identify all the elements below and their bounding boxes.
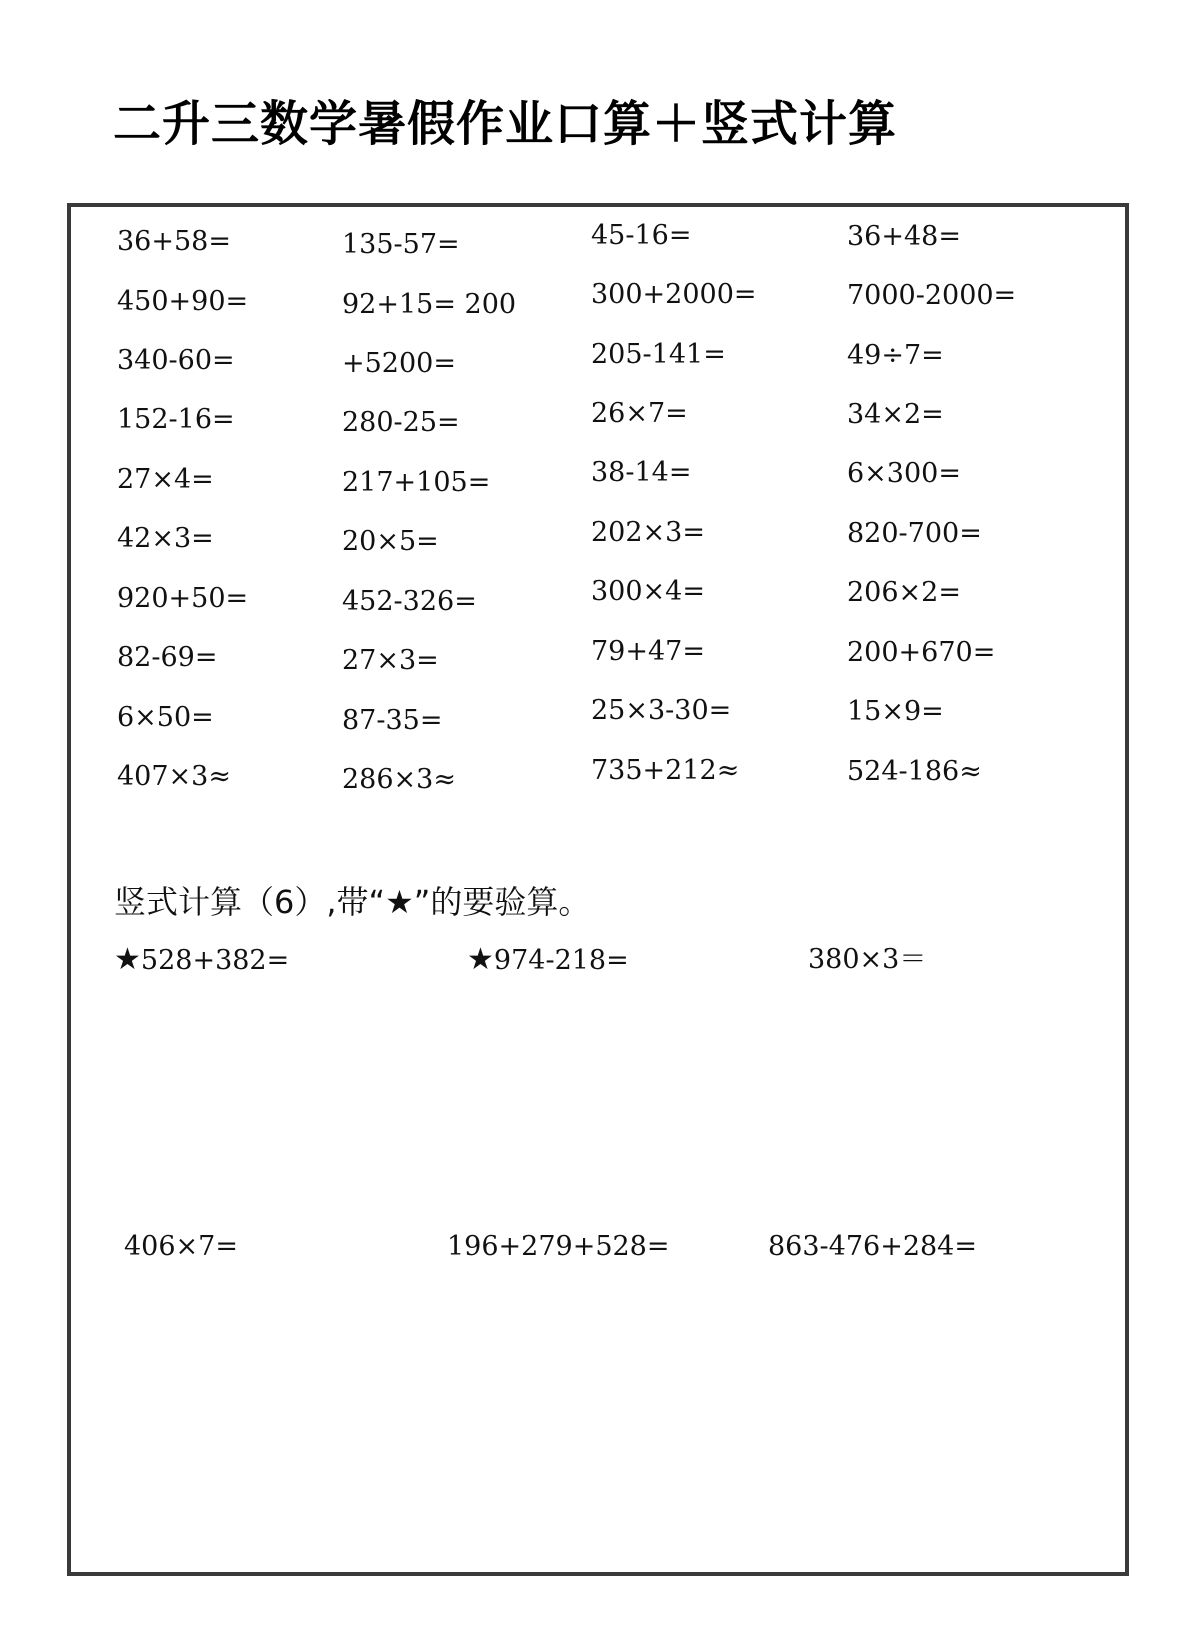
oral-problem: 340-60= (117, 345, 235, 376)
oral-problem: 79+47= (591, 636, 705, 667)
vertical-problem-2 (467, 942, 629, 979)
page-title: 二升三数学暑假作业口算＋竖式计算 (113, 96, 898, 152)
oral-problem: 27×4= (117, 464, 214, 495)
oral-problem: 82-69= (117, 642, 218, 673)
oral-problem: 36+48= (847, 221, 961, 252)
oral-problem: +5200= (342, 348, 456, 379)
oral-problem: 286×3≈ (342, 764, 456, 795)
oral-problem: 407×3≈ (117, 761, 231, 792)
oral-problem: 135-57= (342, 229, 460, 260)
oral-problem: 200+670= (847, 637, 996, 668)
oral-problem: 300+2000= (591, 279, 757, 310)
vertical-expression: 974-218= (493, 945, 629, 976)
oral-problem: 450+90= (117, 286, 249, 317)
oral-problem: 6×50= (117, 702, 214, 733)
oral-problem: 25×3-30= (591, 695, 732, 726)
oral-problem: 26×7= (591, 398, 688, 429)
oral-problem: 280-25= (342, 407, 460, 438)
oral-problem: 34×2= (847, 399, 944, 430)
oral-problem: 38-14= (591, 457, 692, 488)
oral-problem: 152-16= (117, 404, 235, 435)
vertical-expression: 863-476+284= (768, 1231, 977, 1262)
vertical-problem-1 (114, 942, 289, 979)
oral-problem: 42×3= (117, 523, 214, 554)
oral-problem: 20×5= (342, 526, 439, 557)
oral-problem: 49÷7= (847, 340, 944, 371)
oral-problem: 27×3= (342, 645, 439, 676)
oral-problem: 300×4= (591, 576, 705, 607)
vertical-problem-4 (124, 1229, 238, 1265)
oral-problem: 45-16= (591, 220, 692, 251)
vertical-calc-heading: 竖式计算（6）,带“★”的要验算。 (114, 883, 591, 921)
oral-problem: 452-326= (342, 586, 477, 617)
oral-problem: 206×2= (847, 577, 961, 608)
vertical-expression: 528+382= (140, 945, 290, 976)
oral-problem: 205-141= (591, 339, 726, 370)
oral-problem: 820-700= (847, 518, 982, 549)
vertical-problem-6 (768, 1229, 977, 1265)
star-icon: ★ (114, 942, 141, 977)
worksheet-frame (67, 203, 1129, 1576)
oral-problem: 15×9= (847, 696, 944, 727)
vertical-expression: 196+279+528= (447, 1231, 670, 1262)
oral-problem: 202×3= (591, 517, 705, 548)
oral-problem: 524-186≈ (847, 756, 982, 787)
oral-problem: 7000-2000= (847, 280, 1017, 311)
vertical-expression: 380×3＝ (808, 944, 927, 975)
oral-problem: 6×300= (847, 458, 961, 489)
vertical-problem-5 (447, 1229, 669, 1265)
oral-problem: 217+105= (342, 467, 491, 498)
oral-problem: 735+212≈ (591, 755, 740, 786)
vertical-problem-3 (808, 942, 926, 978)
oral-problem: 87-35= (342, 705, 443, 736)
oral-problem: 920+50= (117, 583, 249, 614)
oral-problem: 36+58= (117, 226, 231, 257)
oral-problem: 92+15= 200 (342, 289, 517, 320)
star-icon: ★ (467, 942, 494, 977)
vertical-expression: 406×7= (124, 1231, 238, 1262)
